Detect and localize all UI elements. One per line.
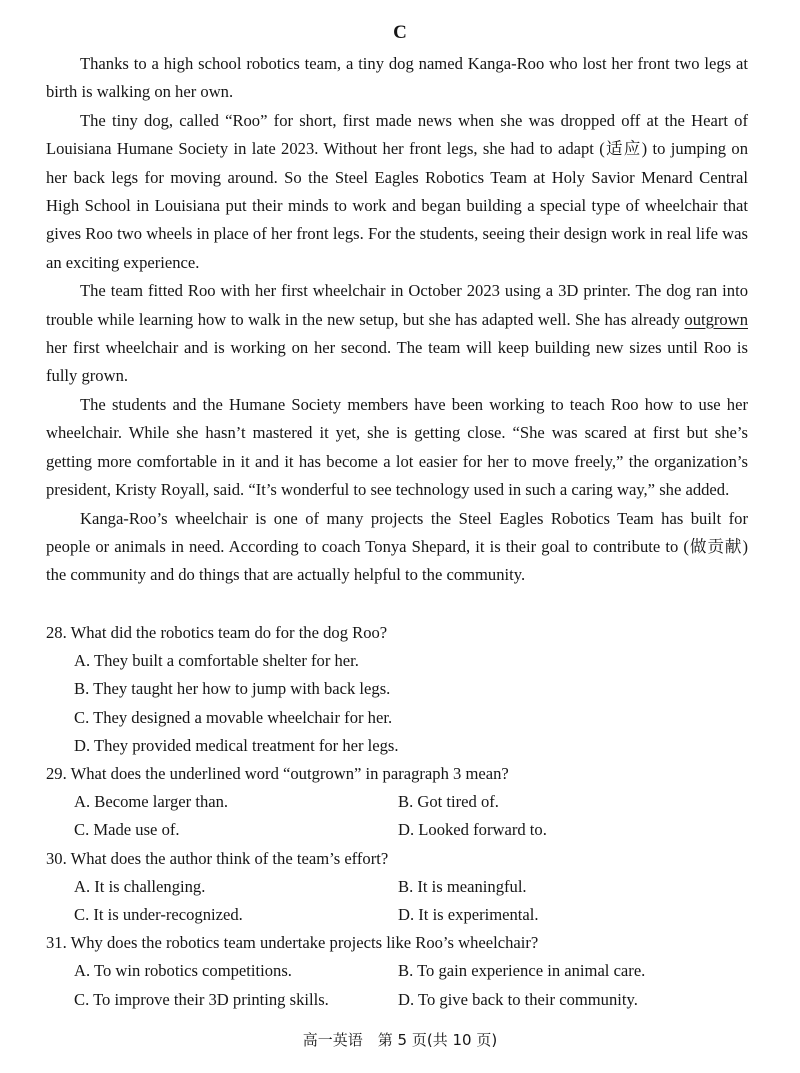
option-a: A. To win robotics competitions. [74, 961, 292, 981]
question-29 [46, 760, 748, 845]
paragraph-3 [46, 277, 748, 391]
option-b: B. Got tired of. [398, 792, 499, 812]
option-row [46, 901, 748, 929]
option-c: C. They designed a movable wheelchair for her. [74, 707, 393, 727]
question-list [46, 619, 748, 1014]
option-c: C. It is under-recognized. [74, 905, 243, 925]
option-a: A. It is challenging. [74, 876, 206, 896]
question-stem: 30. What does the author think of the team’s effort? [46, 848, 389, 868]
section-heading: C [393, 22, 407, 43]
option-row [46, 957, 748, 985]
page-footer: 高一英语 第 5 页(共 10 页) [302, 1031, 498, 1049]
paragraph-3-start: The team fitted Roo with her first wheelchair in October 2023 using a 3D printer. The dog ran into trouble while learning how to walk in the new setup, but she has adapted well. She has already [46, 281, 748, 329]
option-d: D. It is experimental. [398, 905, 539, 925]
question-31 [46, 929, 748, 1014]
option-d: D. They provided medical treatment for her legs. [74, 735, 399, 755]
paragraph-5: Kanga-Roo’s wheelchair is one of many projects the Steel Eagles Robotics Team has built for people or animals in need. According to coach Tonya Shepard, it is their goal to contribute to (做贡献) the community and do things that are actually helpful to the community. [46, 508, 748, 585]
question-stem: 28. What did the robotics team do for the dog Roo? [46, 623, 388, 642]
question-stem: 31. Why does the robotics team undertake projects like Roo’s wheelchair? [46, 933, 539, 953]
reading-passage [46, 50, 748, 590]
option-a: A. Become larger than. [74, 792, 229, 812]
paragraph-2: The tiny dog, called “Roo” for short, first made news when she was dropped off at the Heart of Louisiana Humane Society in late 2023. Without her front legs, she had to adapt (适应) to jumping on her back legs for moving around. So the Steel Eagles Robotics Team at Holy Savior Menard Central High School in Louisiana put their minds to work and began building a special type of wheelchair that gives Roo two wheels in place of her front legs. For the students, seeing their design work in real life was an exciting experience. [46, 110, 748, 272]
option-d: D. To give back to their community. [398, 989, 638, 1009]
option-row [46, 788, 748, 816]
option-a: A. They built a comfortable shelter for her. [74, 651, 359, 671]
question-stem: 29. What does the underlined word “outgrown” in paragraph 3 mean? [46, 764, 509, 784]
option-c: C. To improve their 3D printing skills. [74, 989, 329, 1009]
paragraph-3-end: her first wheelchair and is working on her second. The team will keep building new sizes until Roo is fully grown. [46, 338, 748, 386]
paragraph-4: The students and the Humane Society members have been working to teach Roo how to use her wheelchair. While she hasn’t mastered it yet, she is getting close. “She was scared at first but she’s getting more comfortable in it and it has become a lot easier for her to move freely,” the organization’s president, Kristy Royall, said. “It’s wonderful to see technology used in such a caring way,” she added. [46, 394, 748, 500]
option-b: B. It is meaningful. [398, 876, 527, 896]
option-c: C. Made use of. [74, 820, 180, 840]
option-row [46, 873, 748, 901]
question-30 [46, 845, 748, 930]
option-b: B. To gain experience in animal care. [398, 961, 646, 981]
question-28 [46, 619, 748, 760]
option-b: B. They taught her how to jump with back legs. [74, 679, 391, 699]
option-row [46, 986, 748, 1014]
underlined-word: outgrown [684, 309, 748, 329]
option-row [46, 816, 748, 844]
paragraph-1: Thanks to a high school robotics team, a tiny dog named Kanga-Roo who lost her front two legs at birth is walking on her own. [46, 54, 748, 102]
option-d: D. Looked forward to. [398, 820, 547, 840]
